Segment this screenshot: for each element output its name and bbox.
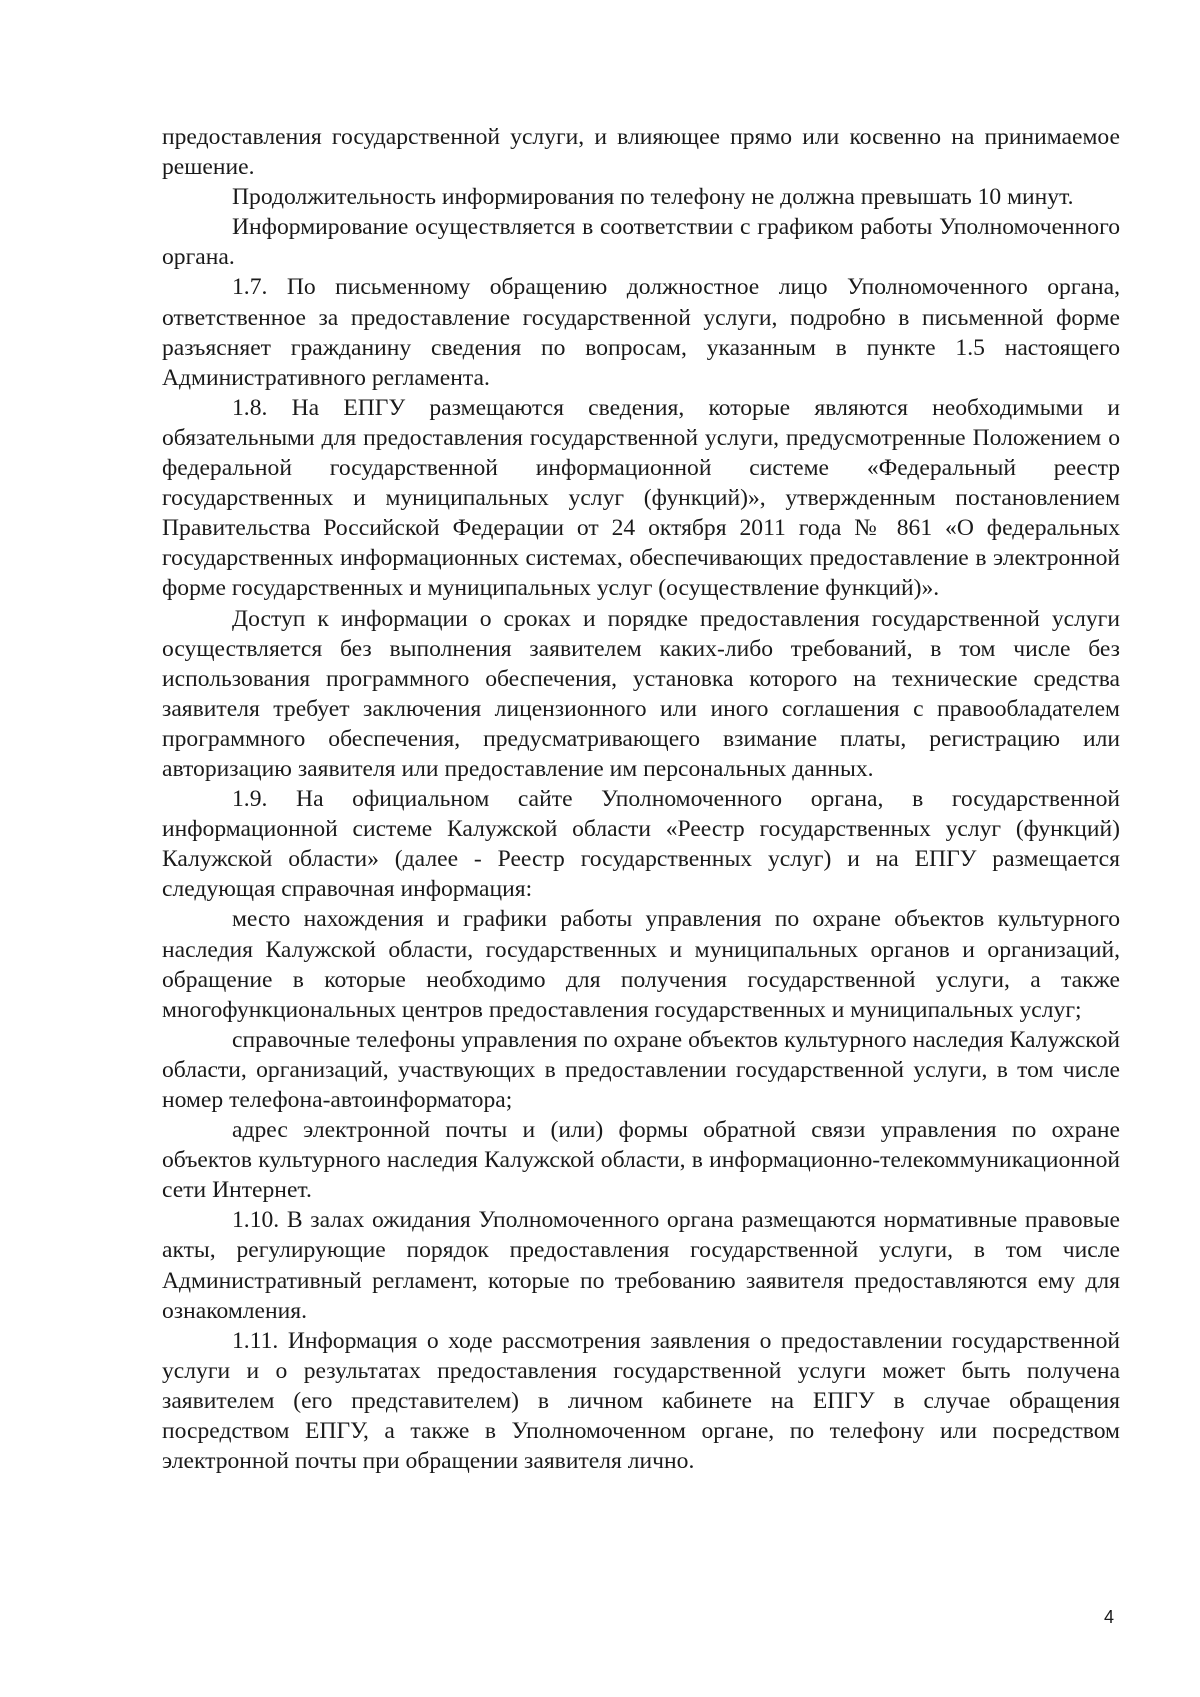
paragraph-1-10: 1.10. В залах ожидания Уполномоченного органа размещаются нормативные правовые акты, регулирующие порядок предоставления государственной услуги, в том числе Административный регламент, которые по требованию заявителя предоставляются ему для ознакомления.	[162, 1207, 1120, 1324]
paragraph-location: место нахождения и графики работы управления по охране объектов культурного наследия Калужской области, государственных и муниципальных органов и организаций, обращение в которые необходимо для получения государственной услуги, а также многофункциональных центров предоставления государственных и муниципальных услуг;	[162, 906, 1120, 1023]
page-number: 4	[1104, 1607, 1115, 1627]
paragraph-phone-duration: Продолжительность информирования по телефону не должна превышать 10 минут.	[232, 184, 1074, 211]
paragraph-schedule: Информирование осуществляется в соответствии с графиком работы Уполномоченного органа.	[162, 214, 1120, 271]
paragraph-email: адрес электронной почты и (или) формы обратной связи управления по охране объектов культурного наследия Калужской области, в информационно-телекоммуникационной сети Интернет.	[162, 1117, 1120, 1204]
paragraph-1-7: 1.7. По письменному обращению должностное лицо Уполномоченного органа, ответственное за предоставление государственной услуги, подробно в письменной форме разъясняет гражданину сведения по вопросам, указанным в пункте 1.5 настоящего Административного регламента.	[162, 274, 1120, 391]
paragraph-1-11: 1.11. Информация о ходе рассмотрения заявления о предоставлении государственной услуги и о результатах предоставления государственной услуги может быть получена заявителем (его представителем) в личном кабинете на ЕПГУ в случае обращения посредством ЕПГУ, а также в Уполномоченном органе, по телефону или посредством электронной почты при обращении заявителя лично.	[162, 1327, 1120, 1475]
paragraph-1-9: 1.9. На официальном сайте Уполномоченного органа, в государственной информационной системе Калужской области «Реестр государственных услуг (функций) Калужской области» (далее - Реестр государственных услуг) и на ЕПГУ размещается следующая справочная информация:	[162, 786, 1120, 903]
paragraph-1-8: 1.8. На ЕПГУ размещаются сведения, которые являются необходимыми и обязательными для предоставления государственной услуги, предусмотренные Положением о федеральной государственной информационной системе «Федеральный реестр государственных и муниципальных услуг (функций)», утвержденным постановлением Правительства Российской Федерации от 24 октября 2011 года № 861 «О федеральных государственных информационных системах, обеспечивающих предоставление в электронной форме государственных и муниципальных услуг (осуществление функций)».	[162, 394, 1120, 602]
paragraph-access: Доступ к информации о сроках и порядке предоставления государственной услуги осуществляется без выполнения заявителем каких-либо требований, в том числе без использования программного обеспечения, установка которого на технические средства заявителя требует заключения лицензионного или иного соглашения с правообладателем программного обеспечения, предусматривающего взимание платы, регистрацию или авторизацию заявителя или предоставление им персональных данных.	[162, 605, 1120, 782]
document-body	[162, 122, 1120, 1476]
paragraph-continuation: предоставления государственной услуги, и влияющее прямо или косвенно на принимаемое решение.	[162, 124, 1120, 181]
paragraph-phones: справочные телефоны управления по охране объектов культурного наследия Калужской области, организаций, участвующих в предоставлении государственной услуги, в том числе номер телефона-автоинформатора;	[162, 1026, 1120, 1113]
